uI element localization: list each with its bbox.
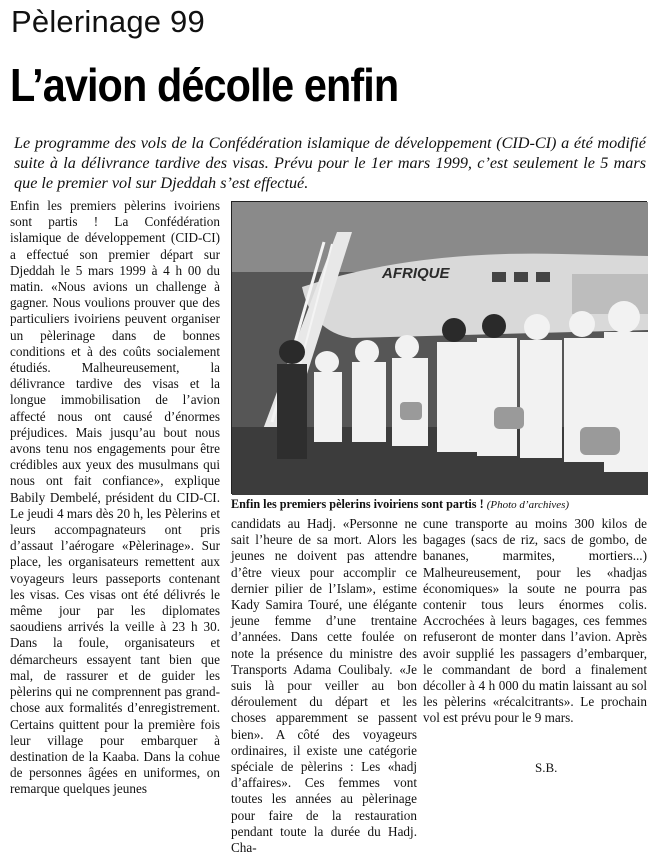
- photo-illustration: [232, 202, 648, 495]
- photo-caption: [231, 497, 647, 512]
- kicker-title: Pèlerinage 99: [11, 4, 205, 39]
- column-2-text: candidats au Hadj. «Personne ne sait l’heure de sa mort. Alors les jeunes ne doivent pas attendre d’être vieux pour accomplir ce dernier pilier de l’Islam», estime Kady Samira Touré, une élégante jeune femme d’une trentaine d’années. Dans cette foulée on note la présence du ministre des Transports Adama Coulibaly. «Je suis là pour veiller au bon déroulement du départ et les choses apparemment se passent bien». A côté des voyageurs ordinaires, il existe une catégorie spéciale de pèlerins : Les «hadj d’affaires». Ces femmes vont toutes les années au pèlerinage pour faire de la restauration pendant toute la durée du Hadj. Cha-: [231, 516, 417, 856]
- article-column-1: [10, 198, 220, 797]
- lead-paragraph: Le programme des vols de la Confédération islamique de développement (CID-CI) a été modifié suite à la délivrance tardive des visas. Prévu pour le 1er mars 1999, c’est seulement le 5 mars que le premier vol sur Djeddah s’est effectué.: [14, 134, 646, 192]
- airline-livery-text: AFRIQUE: [382, 265, 450, 282]
- caption-text: Enfin les premiers pèlerins ivoiriens sont partis !: [231, 497, 484, 511]
- photo-credit: (Photo d’archives): [486, 499, 570, 511]
- headline: L’avion décolle enfin: [10, 59, 399, 111]
- author-signature: S.B.: [535, 760, 558, 775]
- article-column-2: [231, 516, 417, 856]
- column-1-text: Enfin les premiers pèlerins ivoiriens sont partis ! La Confédération islamique de développement (CID-CI) a effectué son premier départ sur Djeddah le 5 mars 1999 à 4 h 00 du matin. «Nous avions un challenge à gagner. Nous voulions prouver que des particuliers ivoiriens peuvent organiser un pèlerinage dans de bonnes conditions et à des coûts socialement étudiés. Malheureusement, la délivrance tardive des visas et la longue immobilisation de l’avion affecté nous ont causé d’énormes préjudices. Mais jusqu’au bout nous avons tenu nos engagements pour être crédibles aux yeux des musulmans qui nous ont fait confiance», explique Babily Dembelé, président du CID-CI. Le jeudi 4 mars dès 20 h, les Pèlerins et leurs accompagnateurs ont pris d’assaut l’aérogare «Pèlerinage». Sur place, les organisateurs remettent aux voyageurs leurs passeports contenant les visas. Ces visas ont été délivrés le même jour par les diplomates saoudiens arrivés la veille à 23 h 30. Dans la foule, organisateurs et démarcheurs essayent tant bien que mal, de rassurer et de guider les pèlerins qui ne comprennent pas grand-chose aux formalités d’enregistrement. Certains quittent pour la première fois leur village pour embarquer à destination de la Kaaba. Dans la cohue de personnes âgées en uniformes, on remarque quelques jeunes: [10, 198, 220, 797]
- article-photo: [231, 201, 647, 494]
- article-column-3: [423, 516, 647, 756]
- column-3-text: cune transporte au moins 300 kilos de bagages (sacs de riz, sacs de gombo, de bananes, marmites, mortiers...) Malheureusement, pour les «hadjas économiques» la soute ne pourra pas contenir tous leurs énormes colis. Accrochées à leurs bagages, ces femmes refuseront de monter dans l’avion. Après avoir supplié les passagers d’embarquer, le commandant de bord a finalement décoller à 4 h 000 du matin laissant au sol les pèlerins «récalcitrants». Le prochain vol est prévu pour le 9 mars.: [423, 516, 647, 726]
